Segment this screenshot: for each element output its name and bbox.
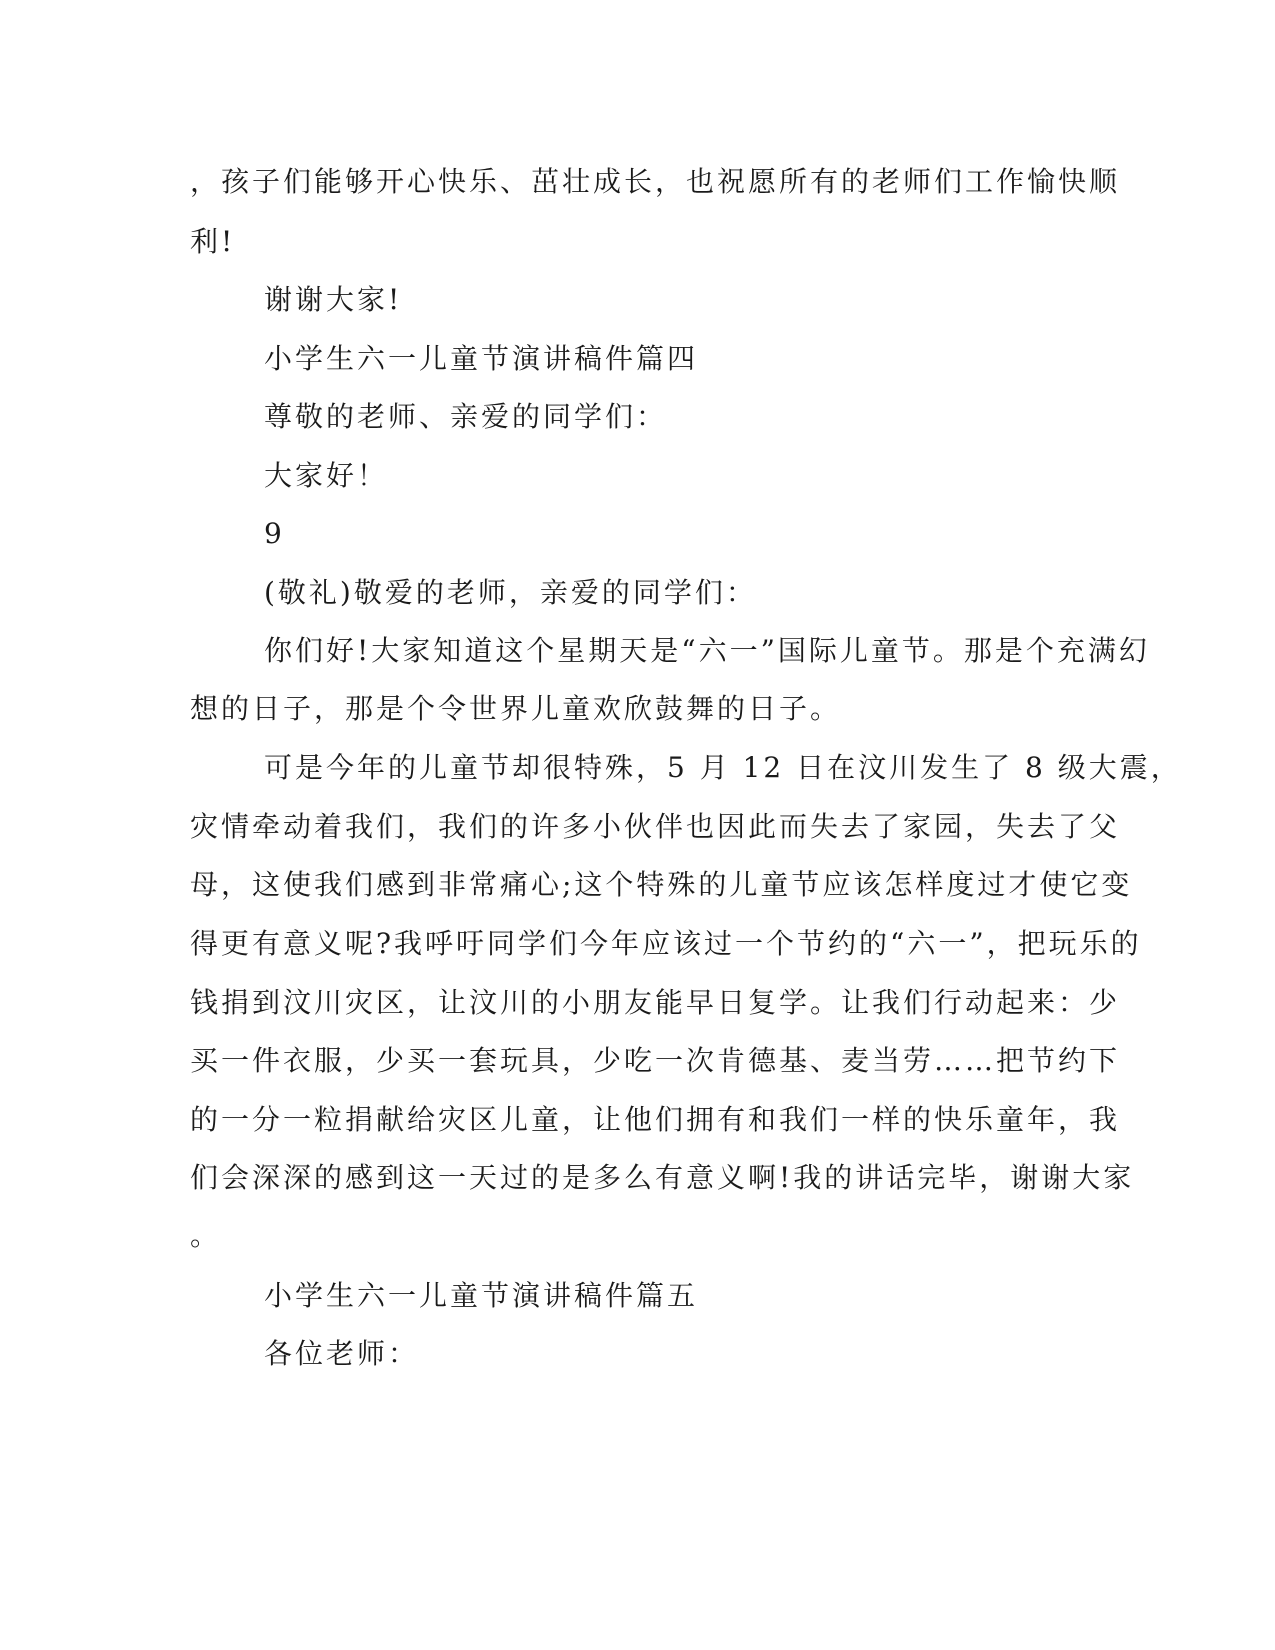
paragraph-line: 母，这使我们感到非常痛心;这个特殊的儿童节应该怎样度过才使它变 bbox=[190, 868, 1133, 901]
section-heading: 小学生六一儿童节演讲稿件篇五 bbox=[264, 1279, 699, 1312]
paragraph-line: ，孩子们能够开心快乐、茁壮成长，也祝愿所有的老师们工作愉快顺 bbox=[190, 165, 1121, 198]
paragraph-line: 利! bbox=[190, 225, 236, 258]
page-number-marker: 9 bbox=[264, 517, 285, 550]
paragraph-line: 。 bbox=[190, 1219, 222, 1252]
paragraph-line: 买一件衣服，少买一套玩具，少吃一次肯德基、麦当劳……把节约下 bbox=[190, 1044, 1121, 1077]
paragraph-line: 得更有意义呢?我呼吁同学们今年应该过一个节约的“六一”，把玩乐的 bbox=[190, 927, 1142, 960]
paragraph-line: 钱捐到汶川灾区，让汶川的小朋友能早日复学。让我们行动起来：少 bbox=[190, 986, 1121, 1019]
salutation: 各位老师： bbox=[264, 1337, 420, 1370]
salutation: (敬礼)敬爱的老师，亲爱的同学们： bbox=[264, 576, 757, 609]
salutation: 尊敬的老师、亲爱的同学们： bbox=[264, 400, 668, 433]
paragraph-line: 可是今年的儿童节却很特殊，5 月 12 日在汶川发生了 8 级大震， bbox=[264, 751, 1182, 784]
section-heading: 小学生六一儿童节演讲稿件篇四 bbox=[264, 342, 699, 375]
paragraph-line: 灾情牵动着我们，我们的许多小伙伴也因此而失去了家园，失去了父 bbox=[190, 810, 1121, 843]
paragraph-line: 你们好!大家知道这个星期天是“六一”国际儿童节。那是个充满幻 bbox=[264, 634, 1150, 667]
paragraph-line: 的一分一粒捐献给灾区儿童，让他们拥有和我们一样的快乐童年，我 bbox=[190, 1103, 1121, 1136]
paragraph-line: 们会深深的感到这一天过的是多么有意义啊!我的讲话完毕，谢谢大家 bbox=[190, 1161, 1135, 1194]
paragraph-line: 想的日子，那是个令世界儿童欢欣鼓舞的日子。 bbox=[190, 692, 842, 725]
greeting: 大家好！ bbox=[264, 459, 389, 492]
paragraph-line: 谢谢大家! bbox=[264, 283, 403, 316]
